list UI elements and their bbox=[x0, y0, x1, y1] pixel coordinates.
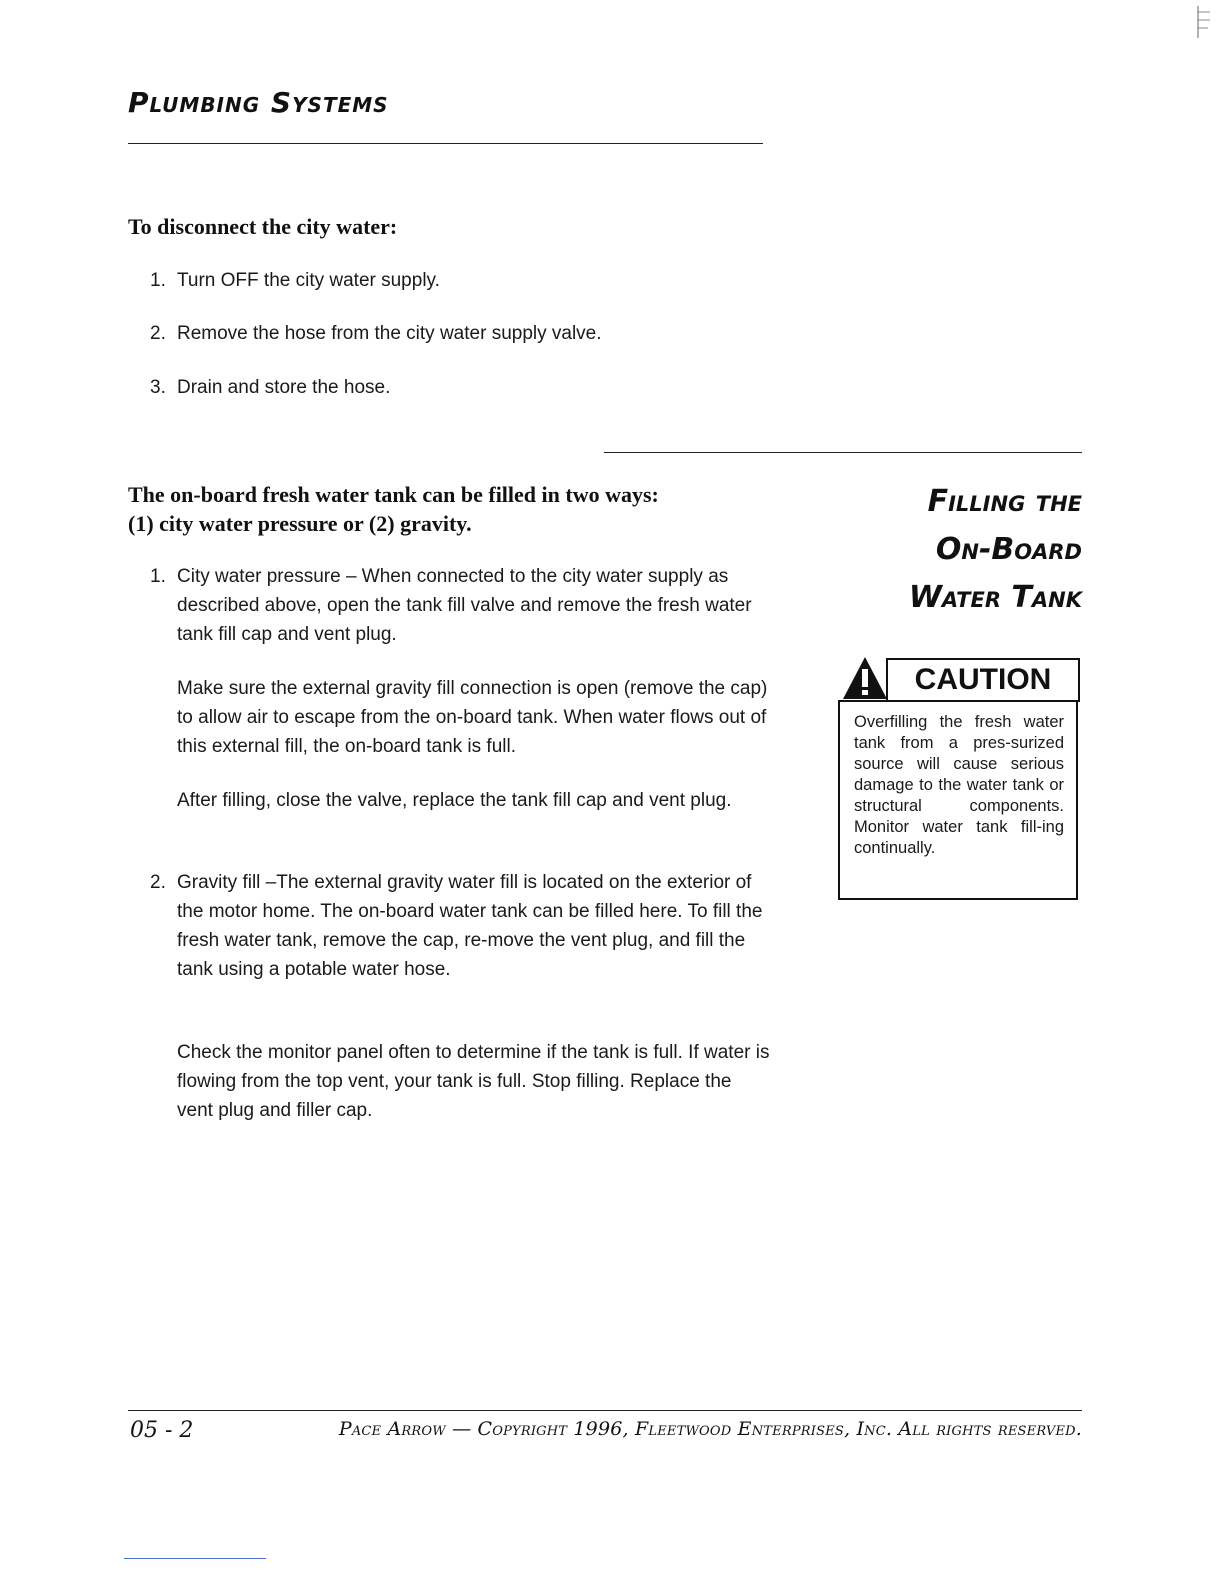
caution-label: CAUTION bbox=[886, 658, 1080, 702]
item-number: 1. bbox=[150, 566, 166, 587]
sidebar-title-line-1: Filling the bbox=[927, 484, 1082, 519]
sidebar-title bbox=[880, 478, 1082, 622]
warning-triangle-icon bbox=[841, 655, 889, 701]
step-number: 1. bbox=[150, 270, 166, 291]
sidebar-title-line-2: On-Board bbox=[935, 532, 1082, 567]
filling-method-1-after: After filling, close the valve, replace the tank fill cap and vent plug. bbox=[177, 790, 732, 811]
bottom-blue-rule bbox=[124, 1558, 266, 1559]
section-divider bbox=[604, 452, 1082, 453]
step-number: 3. bbox=[150, 377, 166, 398]
filling-method-1-note: Make sure the external gravity fill connection is open (remove the cap) to allow air to escape from the on-board tank. When water flows out of this external fill, the on-board tank is full. bbox=[177, 678, 768, 757]
section-title: Plumbing Systems bbox=[128, 86, 389, 119]
copyright-notice: Pace Arrow — Copyright 1996, Fleetwood Enterprises, Inc. All rights reserved. bbox=[338, 1418, 1082, 1440]
filling-heading-line-2: (1) city water pressure or (2) gravity. bbox=[128, 511, 472, 536]
filling-method-2 bbox=[150, 868, 770, 984]
item-text: City water pressure – When connected to the city water supply as described above, open the tank fill valve and remove the fresh water tank fill cap and vent plug. bbox=[177, 566, 752, 645]
filling-heading-line-1: The on-board fresh water tank can be filled in two ways: bbox=[128, 482, 659, 507]
header-rule bbox=[128, 143, 763, 144]
item-text: Gravity fill –The external gravity water fill is located on the exterior of the motor home. The on-board water tank can be filled here. To fill the fresh water tank, remove the cap, re-move the vent plug, and fill the tank using a potable water hose. bbox=[177, 872, 763, 980]
item-number: 2. bbox=[150, 872, 166, 893]
disconnect-step-2 bbox=[150, 319, 770, 348]
footer-rule bbox=[128, 1410, 1082, 1411]
disconnect-step-1 bbox=[150, 266, 770, 295]
disconnect-heading: To disconnect the city water: bbox=[128, 214, 398, 239]
sidebar-title-line-3: Water Tank bbox=[908, 580, 1082, 615]
caution-text: Overfilling the fresh water tank from a pres-surized source will cause serious damage to the water tank or structural components. Monitor water tank fill-ing continually. bbox=[854, 713, 1064, 857]
corner-registration-mark bbox=[1194, 4, 1214, 44]
filling-heading bbox=[128, 480, 828, 538]
step-text: Drain and store the hose. bbox=[177, 377, 391, 398]
step-text: Remove the hose from the city water supply valve. bbox=[177, 323, 602, 344]
step-number: 2. bbox=[150, 323, 166, 344]
step-text: Turn OFF the city water supply. bbox=[177, 270, 440, 291]
disconnect-step-3 bbox=[150, 373, 770, 402]
filling-method-1 bbox=[150, 562, 770, 649]
filling-method-2-note: Check the monitor panel often to determine if the tank is full. If water is flowing from the top vent, your tank is full. Stop filling. Replace the vent plug and filler cap. bbox=[177, 1042, 770, 1121]
page-number: 05 - 2 bbox=[130, 1418, 194, 1443]
